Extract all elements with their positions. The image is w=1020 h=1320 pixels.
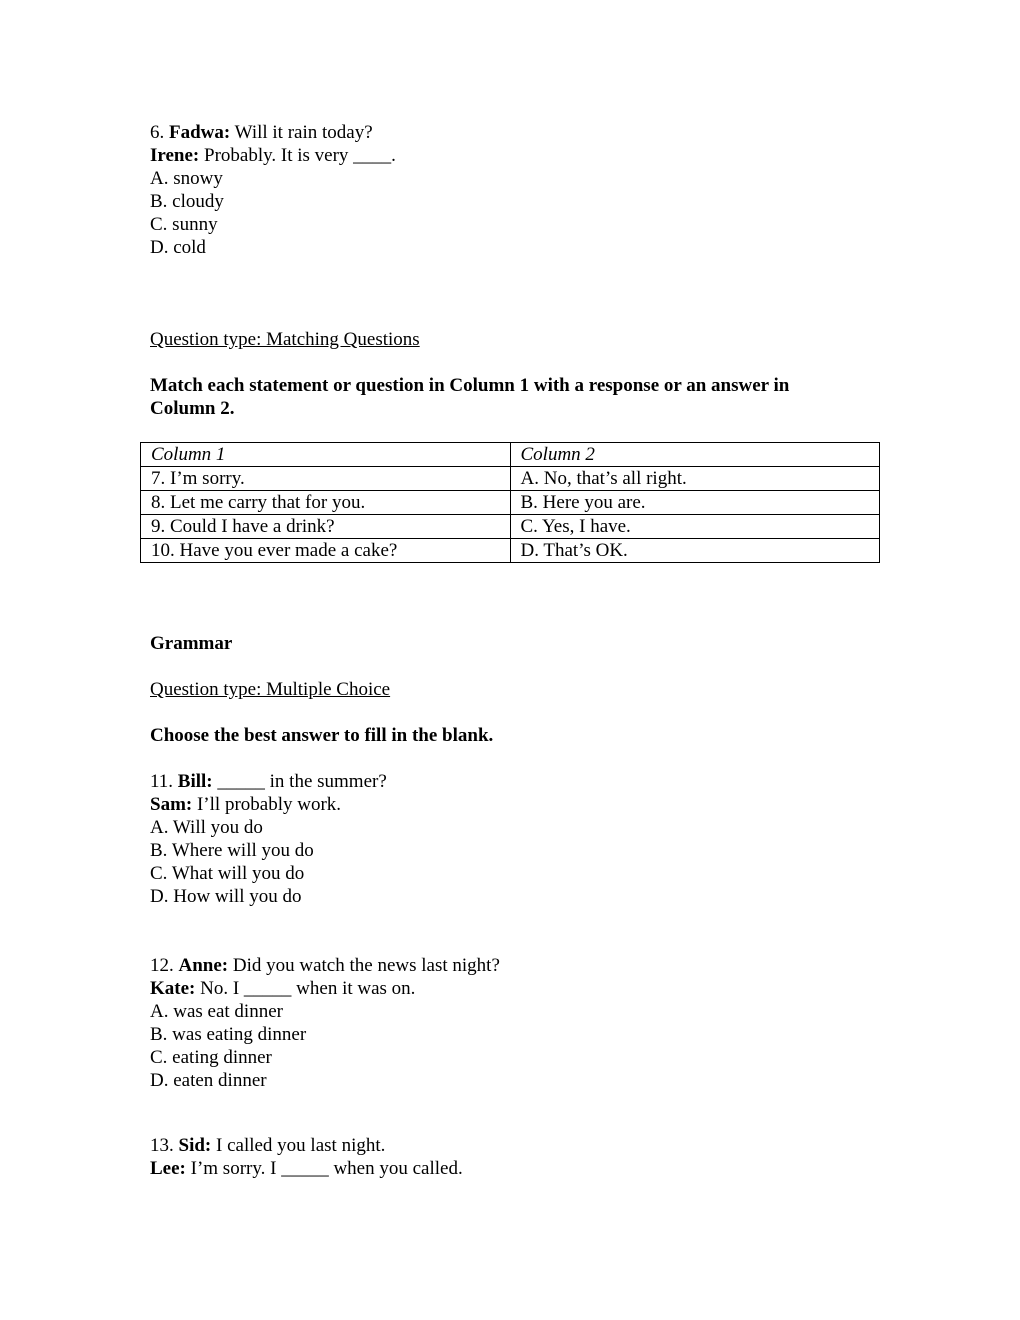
q12-line1: 12. Anne: Did you watch the news last night?	[150, 955, 500, 976]
cell: 9. Could I have a drink?	[141, 515, 511, 539]
grammar-type: Question type: Multiple Choice	[150, 679, 391, 700]
q11-line2: Sam: I’ll probably work.	[150, 794, 342, 815]
q11-option: D. How will you do	[150, 886, 302, 907]
q6-line1: 6. Fadwa: Will it rain today?	[150, 122, 373, 143]
grammar-instruction: Choose the best answer to fill in the blank.	[150, 725, 494, 746]
q13-line1: 13. Sid: I called you last night.	[150, 1135, 386, 1156]
q12-option: B. was eating dinner	[150, 1024, 307, 1045]
cell: 10. Have you ever made a cake?	[141, 539, 511, 563]
cell: A. No, that’s all right.	[510, 467, 880, 491]
table-row	[141, 491, 880, 515]
q12-option: D. eaten dinner	[150, 1070, 267, 1091]
q6-option: A. snowy	[150, 168, 223, 189]
q6-option: C. sunny	[150, 214, 218, 235]
header-cell: Column 2	[510, 443, 880, 467]
q12-option: A. was eat dinner	[150, 1001, 283, 1022]
matching-type: Question type: Matching Questions	[150, 329, 420, 350]
q11-line1: 11. Bill: _____ in the summer?	[150, 771, 387, 792]
cell: C. Yes, I have.	[510, 515, 880, 539]
matching-instruction-2: Column 2.	[150, 398, 235, 419]
cell: 8. Let me carry that for you.	[141, 491, 511, 515]
header-cell: Column 1	[141, 443, 511, 467]
q6-option: D. cold	[150, 237, 206, 258]
q11-option: B. Where will you do	[150, 840, 314, 861]
cell: D. That’s OK.	[510, 539, 880, 563]
table-row	[141, 467, 880, 491]
q13-line2: Lee: I’m sorry. I _____ when you called.	[150, 1158, 463, 1179]
q11-option: A. Will you do	[150, 817, 263, 838]
q12-line2: Kate: No. I _____ when it was on.	[150, 978, 416, 999]
table-header	[141, 443, 880, 467]
grammar-heading: Grammar	[150, 633, 233, 654]
cell: 7. I’m sorry.	[141, 467, 511, 491]
table-row	[141, 515, 880, 539]
q6-line2: Irene: Probably. It is very ____.	[150, 145, 396, 166]
q12-option: C. eating dinner	[150, 1047, 272, 1068]
q6-option: B. cloudy	[150, 191, 224, 212]
matching-instruction: Match each statement or question in Column 1 with a response or an answer in	[150, 375, 790, 396]
matching-table	[140, 442, 880, 563]
table-row	[141, 539, 880, 563]
q11-option: C. What will you do	[150, 863, 305, 884]
cell: B. Here you are.	[510, 491, 880, 515]
